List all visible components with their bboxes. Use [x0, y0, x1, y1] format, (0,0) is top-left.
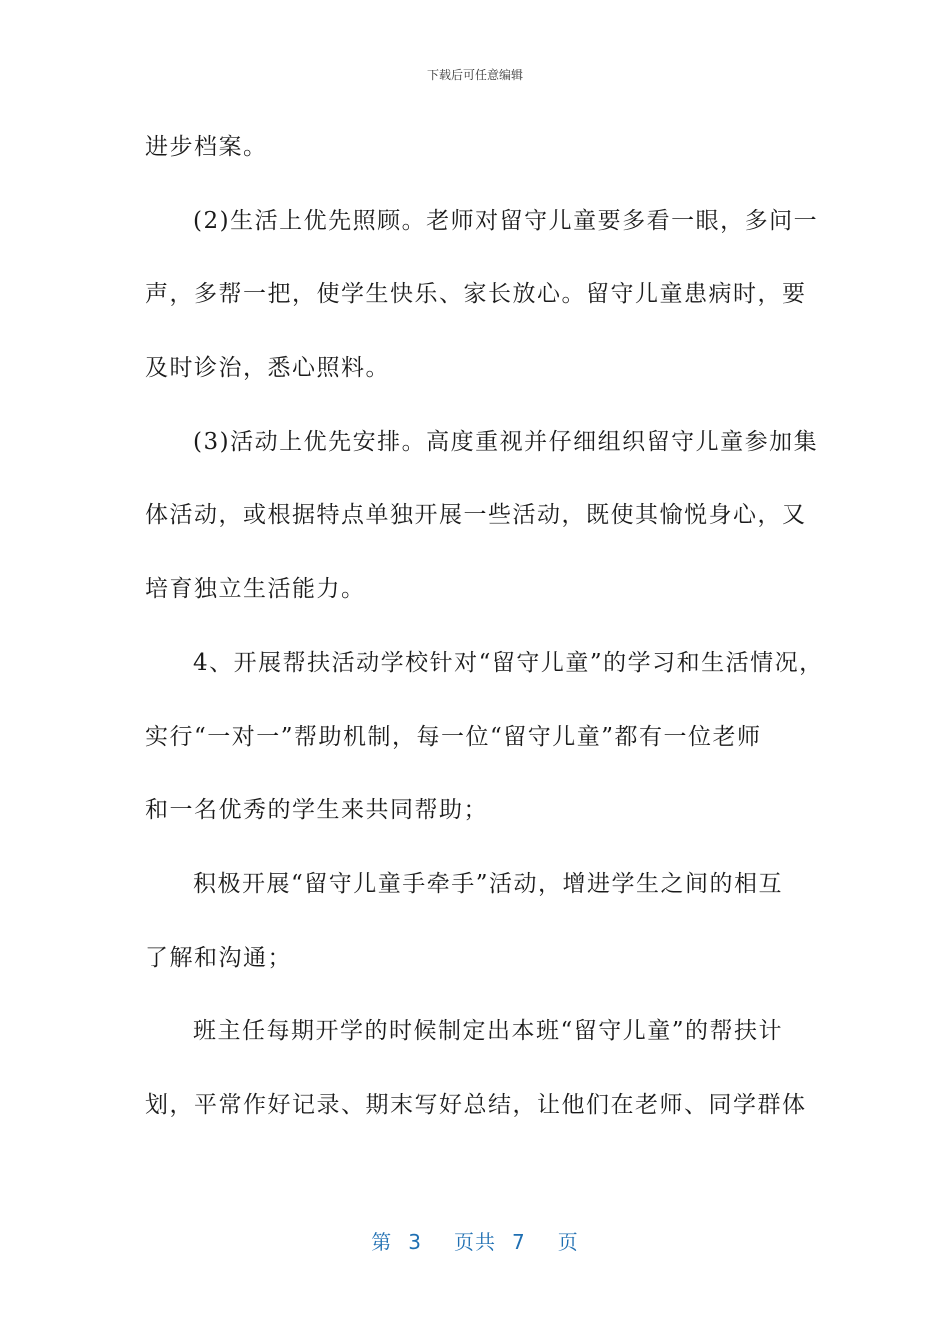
total-page-number: 7: [512, 1230, 526, 1254]
current-page-number: 3: [408, 1230, 422, 1254]
text-line: (3)活动上优先安排。高度重视并仔细组织留守儿童参加集: [193, 428, 819, 455]
text-line: 了解和沟通；: [145, 944, 292, 971]
text-line: 及时诊治，悉心照料。: [145, 355, 390, 382]
page-header-note: 下载后可任意编辑: [426, 68, 523, 82]
footer-middle: 页共: [454, 1230, 496, 1254]
document-body: [145, 124, 825, 1156]
footer-suffix: 页: [557, 1230, 579, 1254]
text-line: 进步档案。: [145, 134, 268, 160]
text-line: 积极开展“留守儿童手牵手”活动，增进学生之间的相互: [193, 870, 784, 897]
text-line: 4、开展帮扶活动学校针对“留守儿童”的学习和生活情况，: [193, 649, 824, 676]
page-number-footer: [0, 1226, 950, 1255]
text-line: 和一名优秀的学生来共同帮助；: [145, 797, 488, 824]
text-line: 体活动，或根据特点单独开展一些活动，既使其愉悦身心，又: [145, 502, 807, 529]
text-line: 班主任每期开学的时候制定出本班“留守儿童”的帮扶计: [193, 1018, 784, 1045]
text-line: (2)生活上优先照顾。老师对留守儿童要多看一眼，多问一: [193, 207, 819, 234]
text-line: 声，多帮一把，使学生快乐、家长放心。留守儿童患病时，要: [145, 281, 807, 308]
text-line: 划，平常作好记录、期末写好总结，让他们在老师、同学群体: [145, 1091, 807, 1118]
text-line: 培育独立生活能力。: [145, 576, 366, 603]
footer-prefix: 第: [371, 1230, 393, 1254]
text-line: 实行“一对一”帮助机制，每一位“留守儿童”都有一位老师: [145, 723, 762, 750]
